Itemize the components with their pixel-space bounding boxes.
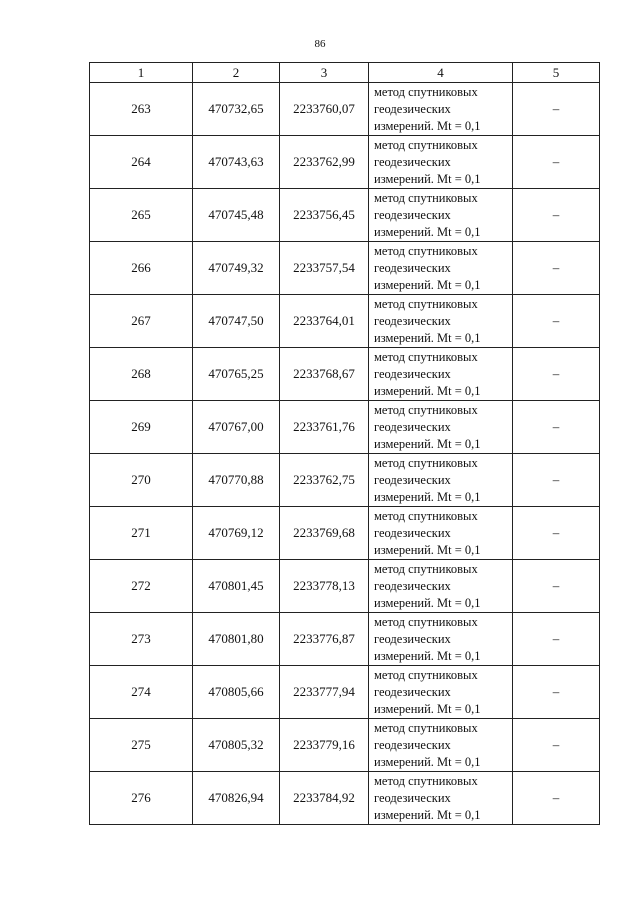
method-line: метод спутниковых [374,402,478,417]
method-line: геодезических [374,101,451,116]
y-coordinate-cell: 2233760,07 [280,83,369,136]
method-cell [369,666,513,719]
method-line: геодезических [374,313,451,328]
table-row [90,242,600,295]
method-line: геодезических [374,631,451,646]
point-number-cell: 276 [90,772,193,825]
note-cell: – [513,401,600,454]
method-cell [369,613,513,666]
note-cell: – [513,719,600,772]
method-line: геодезических [374,366,451,381]
method-line: метод спутниковых [374,455,478,470]
header-col-3: 3 [280,63,369,83]
method-line: метод спутниковых [374,561,478,576]
table-row [90,189,600,242]
y-coordinate-cell: 2233779,16 [280,719,369,772]
x-coordinate-cell: 470805,32 [193,719,280,772]
note-cell: – [513,613,600,666]
x-coordinate-cell: 470801,80 [193,613,280,666]
method-cell [369,189,513,242]
method-cell [369,242,513,295]
x-coordinate-cell: 470732,65 [193,83,280,136]
method-line: измерений. Mt = 0,1 [374,330,481,345]
method-line: геодезических [374,525,451,540]
point-number-cell: 268 [90,348,193,401]
header-col-4: 4 [369,63,513,83]
method-line: метод спутниковых [374,84,478,99]
y-coordinate-cell: 2233778,13 [280,560,369,613]
method-line: геодезических [374,260,451,275]
x-coordinate-cell: 470826,94 [193,772,280,825]
point-number-cell: 269 [90,401,193,454]
coordinates-table [89,62,600,825]
y-coordinate-cell: 2233776,87 [280,613,369,666]
point-number-cell: 267 [90,295,193,348]
point-number-cell: 265 [90,189,193,242]
x-coordinate-cell: 470769,12 [193,507,280,560]
point-number-cell: 270 [90,454,193,507]
y-coordinate-cell: 2233769,68 [280,507,369,560]
note-cell: – [513,348,600,401]
method-line: метод спутниковых [374,296,478,311]
method-line: геодезических [374,419,451,434]
note-cell: – [513,560,600,613]
header-row [90,63,600,83]
method-line: измерений. Mt = 0,1 [374,754,481,769]
method-line: измерений. Mt = 0,1 [374,118,481,133]
x-coordinate-cell: 470770,88 [193,454,280,507]
table-row [90,136,600,189]
method-cell [369,560,513,613]
method-line: геодезических [374,737,451,752]
note-cell: – [513,666,600,719]
table-header [90,63,600,83]
table-row [90,613,600,666]
method-line: метод спутниковых [374,349,478,364]
table-row [90,348,600,401]
note-cell: – [513,189,600,242]
method-line: метод спутниковых [374,720,478,735]
point-number-cell: 266 [90,242,193,295]
method-line: измерений. Mt = 0,1 [374,436,481,451]
x-coordinate-cell: 470801,45 [193,560,280,613]
table-row [90,666,600,719]
x-coordinate-cell: 470747,50 [193,295,280,348]
method-line: измерений. Mt = 0,1 [374,277,481,292]
method-cell [369,83,513,136]
method-cell [369,348,513,401]
table-row [90,401,600,454]
method-cell [369,719,513,772]
y-coordinate-cell: 2233764,01 [280,295,369,348]
point-number-cell: 263 [90,83,193,136]
y-coordinate-cell: 2233757,54 [280,242,369,295]
y-coordinate-cell: 2233756,45 [280,189,369,242]
table-row [90,295,600,348]
y-coordinate-cell: 2233768,67 [280,348,369,401]
method-line: измерений. Mt = 0,1 [374,224,481,239]
method-line: метод спутниковых [374,243,478,258]
note-cell: – [513,772,600,825]
point-number-cell: 273 [90,613,193,666]
method-line: метод спутниковых [374,667,478,682]
x-coordinate-cell: 470767,00 [193,401,280,454]
x-coordinate-cell: 470765,25 [193,348,280,401]
y-coordinate-cell: 2233777,94 [280,666,369,719]
method-line: измерений. Mt = 0,1 [374,542,481,557]
point-number-cell: 272 [90,560,193,613]
point-number-cell: 264 [90,136,193,189]
table-row [90,454,600,507]
method-line: измерений. Mt = 0,1 [374,701,481,716]
method-line: метод спутниковых [374,773,478,788]
method-cell [369,136,513,189]
table-row [90,507,600,560]
table-row [90,719,600,772]
x-coordinate-cell: 470745,48 [193,189,280,242]
method-line: метод спутниковых [374,190,478,205]
note-cell: – [513,295,600,348]
method-cell [369,772,513,825]
y-coordinate-cell: 2233762,99 [280,136,369,189]
note-cell: – [513,83,600,136]
x-coordinate-cell: 470743,63 [193,136,280,189]
method-cell [369,401,513,454]
table-row [90,83,600,136]
y-coordinate-cell: 2233761,76 [280,401,369,454]
method-cell [369,454,513,507]
method-line: измерений. Mt = 0,1 [374,648,481,663]
page-number: 86 [314,38,326,50]
y-coordinate-cell: 2233762,75 [280,454,369,507]
header-col-1: 1 [90,63,193,83]
header-col-2: 2 [193,63,280,83]
note-cell: – [513,136,600,189]
table-body [90,83,600,825]
method-line: измерений. Mt = 0,1 [374,383,481,398]
method-line: геодезических [374,207,451,222]
x-coordinate-cell: 470749,32 [193,242,280,295]
method-line: метод спутниковых [374,508,478,523]
method-line: измерений. Mt = 0,1 [374,489,481,504]
method-line: измерений. Mt = 0,1 [374,171,481,186]
method-line: геодезических [374,790,451,805]
table-row [90,560,600,613]
method-line: измерений. Mt = 0,1 [374,595,481,610]
point-number-cell: 271 [90,507,193,560]
method-cell [369,295,513,348]
point-number-cell: 274 [90,666,193,719]
note-cell: – [513,242,600,295]
note-cell: – [513,507,600,560]
method-line: метод спутниковых [374,137,478,152]
method-line: геодезических [374,684,451,699]
x-coordinate-cell: 470805,66 [193,666,280,719]
table-row [90,772,600,825]
point-number-cell: 275 [90,719,193,772]
y-coordinate-cell: 2233784,92 [280,772,369,825]
method-line: метод спутниковых [374,614,478,629]
method-line: измерений. Mt = 0,1 [374,807,481,822]
note-cell: – [513,454,600,507]
method-line: геодезических [374,472,451,487]
method-line: геодезических [374,578,451,593]
header-col-5: 5 [513,63,600,83]
method-line: геодезических [374,154,451,169]
method-cell [369,507,513,560]
